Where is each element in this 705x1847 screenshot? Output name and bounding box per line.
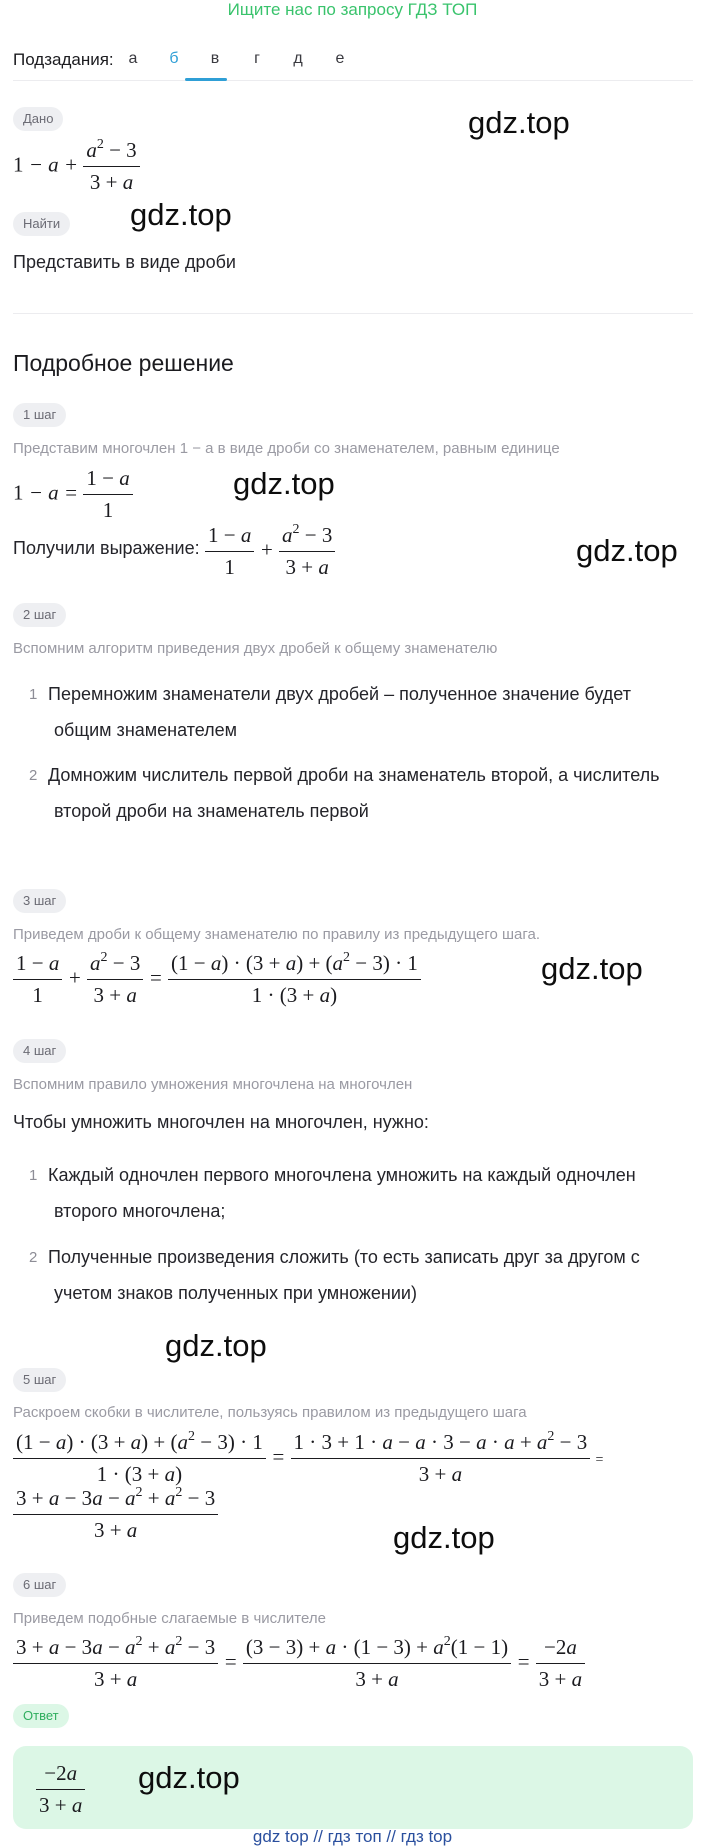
step-3-chip: 3 шаг xyxy=(13,889,66,913)
step-4-lead: Чтобы умножить многочлен на многочлен, нужно: xyxy=(13,1112,429,1132)
list-item-text: Каждый одночлен первого многочлена умножить на каждый одночлен xyxy=(48,1165,636,1185)
step-5-chip: 5 шаг xyxy=(13,1368,66,1392)
step-6-equation: $\frac{3 + a - 3a - a^2 + a^2 - 3}{3 + a}$ = $\frac{(3 - 3) + a \cdot (1 - 3) + a^2(1 - 1)}{3 + a}$ = $\frac{-2a}{3 + a}$ xyxy=(13,1635,585,1692)
watermark: gdz.top xyxy=(233,466,335,501)
watermark: gdz.top xyxy=(130,197,232,232)
solution-title: Подробное решение xyxy=(13,350,234,376)
step-1-equation: 1 − a = $\frac{1 - a}{1}$ xyxy=(13,466,133,523)
list-item-number: 1 xyxy=(29,686,38,703)
subtasks-divider xyxy=(13,80,693,81)
list-item-number: 2 xyxy=(29,767,38,784)
watermark: gdz.top xyxy=(138,1760,240,1795)
watermark: gdz.top xyxy=(468,105,570,140)
step-3-description: Приведем дроби к общему знаменателю по правилу из предыдущего шага. xyxy=(13,926,541,943)
step-2-description: Вспомним алгоритм приведения двух дробей к общему знаменателю xyxy=(13,640,498,657)
step-1-result-expression: $\frac{1 - a}{1}$ + $\frac{a^2 - 3}{3 + a}$ xyxy=(205,523,335,580)
given-expression: 1 − a + $\frac{a^2 - 3}{3 + a}$ xyxy=(13,138,140,195)
search-banner[interactable]: Ищите нас по запросу ГДЗ ТОП xyxy=(227,0,478,19)
list-item-text: учетом знаков полученных при умножении) xyxy=(54,1283,417,1303)
list-item-text: Перемножим знаменатели двух дробей – полученное значение будет xyxy=(48,684,631,704)
step-1-result-label: Получили выражение: xyxy=(13,538,200,558)
step-5-equation-line-2: $\frac{3 + a - 3a - a^2 + a^2 - 3}{3 + a}$ xyxy=(13,1486,218,1543)
answer-box xyxy=(13,1746,693,1829)
section-divider xyxy=(13,313,693,314)
list-item-text: второго многочлена; xyxy=(54,1201,226,1221)
subtask-tab-b[interactable]: б xyxy=(169,50,179,67)
subtask-tab-g[interactable]: г xyxy=(254,50,260,67)
step-5-description: Раскроем скобки в числителе, пользуясь правилом из предыдущего шага xyxy=(13,1404,527,1421)
watermark: gdz.top xyxy=(541,951,643,986)
answer-chip: Ответ xyxy=(13,1704,69,1728)
subtask-tab-v[interactable]: в xyxy=(210,50,220,67)
find-text: Представить в виде дроби xyxy=(13,252,236,272)
watermark: gdz.top xyxy=(393,1520,495,1555)
subtasks-label: Подзадания: xyxy=(13,50,114,69)
list-item-number: 1 xyxy=(29,1167,38,1184)
answer-expression: $\frac{-2a}{3 + a}$ xyxy=(36,1761,85,1818)
active-tab-indicator xyxy=(185,78,227,81)
footer-links[interactable]: gdz top // гдз топ // гдз top xyxy=(252,1827,453,1846)
list-item-text: второй дроби на знаменатель первой xyxy=(54,801,369,821)
given-chip: Дано xyxy=(13,107,63,131)
step-4-description: Вспомним правило умножения многочлена на многочлен xyxy=(13,1076,413,1093)
list-item-text: Домножим числитель первой дроби на знаменатель второй, а числитель xyxy=(48,765,660,785)
list-item-number: 2 xyxy=(29,1249,38,1266)
watermark: gdz.top xyxy=(576,533,678,568)
subtask-tab-a[interactable]: а xyxy=(128,50,138,67)
step-3-equation: $\frac{1 - a}{1}$ + $\frac{a^2 - 3}{3 + a}$ = $\frac{(1 - a) \cdot (3 + a) + (a^2 - 3) \cdot 1}{1 \cdot (3 + a)}$ xyxy=(13,951,421,1008)
subtask-tab-d[interactable]: д xyxy=(293,50,303,67)
step-1-chip: 1 шаг xyxy=(13,403,66,427)
step-6-description: Приведем подобные слагаемые в числителе xyxy=(13,1610,326,1627)
list-item-text: общим знаменателем xyxy=(54,720,238,740)
step-4-chip: 4 шаг xyxy=(13,1039,66,1063)
step-2-chip: 2 шаг xyxy=(13,603,66,627)
step-5-equation-line-1: $\frac{(1 - a) \cdot (3 + a) + (a^2 - 3) \cdot 1}{1 \cdot (3 + a)}$ = $\frac{1 \cdot 3 + 1 \cdot a - a \cdot 3 - a \cdot a + a^2 - 3}{3 + a}$ = xyxy=(13,1430,603,1487)
list-item-text: Полученные произведения сложить (то есть записать друг за другом с xyxy=(48,1247,640,1267)
step-1-description: Представим многочлен 1 − a в виде дроби со знаменателем, равным единице xyxy=(13,440,560,457)
step-6-chip: 6 шаг xyxy=(13,1573,66,1597)
subtask-tab-e[interactable]: е xyxy=(335,50,345,67)
watermark: gdz.top xyxy=(165,1328,267,1363)
find-chip: Найти xyxy=(13,212,70,236)
